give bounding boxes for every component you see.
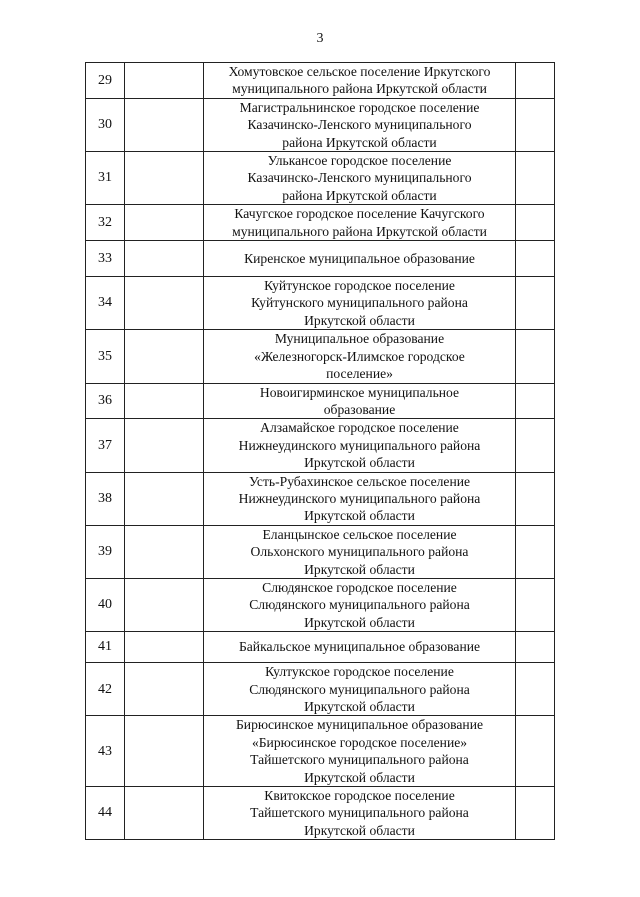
empty-cell [125,578,204,631]
table-body [86,63,555,840]
municipality-name-line: Иркутской области [304,769,415,785]
row-number: 31 [86,152,125,205]
table-row [86,152,555,205]
table-row [86,787,555,840]
empty-cell [516,716,555,787]
municipality-name [204,632,516,663]
row-number: 38 [86,472,125,525]
row-number: 33 [86,241,125,277]
municipality-name [204,152,516,205]
empty-cell [125,330,204,383]
municipality-name-line: Качугское городское поселение Качугского [234,206,485,222]
municipality-name-line: Нижнеудинского муниципального района [238,437,481,453]
municipality-name-line: Иркутской области [304,312,415,328]
municipality-name [204,578,516,631]
row-number: 41 [86,632,125,663]
row-number: 43 [86,716,125,787]
municipality-name-line: Култукское городское поселение [265,664,454,680]
empty-cell [125,383,204,419]
row-number: 40 [86,578,125,631]
row-number: 32 [86,205,125,241]
municipality-name [204,63,516,99]
municipality-name-line: Еланцынское сельское поселение [262,526,457,542]
municipality-name-line: Муниципальное образование [274,331,445,347]
municipality-name [204,525,516,578]
empty-cell [125,716,204,787]
table-row [86,277,555,330]
empty-cell [125,241,204,277]
row-number: 39 [86,525,125,578]
table-row [86,472,555,525]
row-number: 29 [86,63,125,99]
table-row [86,419,555,472]
municipality-name [204,663,516,716]
municipality-name-line: муниципального района Иркутской области [232,223,487,239]
empty-cell [125,205,204,241]
table-row [86,241,555,277]
table-row [86,383,555,419]
municipality-name-line: Слюдянского муниципального района [249,597,470,613]
municipality-name-line: Улькансое городское поселение [267,153,452,169]
municipality-name-line: Хомутовское сельское поселение Иркутского [228,64,491,79]
municipality-name-line: Нижнеудинского муниципального района [238,490,481,506]
empty-cell [516,787,555,840]
empty-cell [125,787,204,840]
row-number: 34 [86,277,125,330]
table-row [86,525,555,578]
municipality-name-line: Алзамайское городское поселение [260,420,459,436]
empty-cell [125,152,204,205]
municipality-name [204,383,516,419]
municipality-name-line: Тайшетского муниципального района [250,752,469,768]
empty-cell [125,632,204,663]
empty-cell [516,98,555,151]
municipality-name [204,787,516,840]
municipality-name-line: Слюдянского муниципального района [249,681,470,697]
municipality-name-line: Иркутской области [304,455,415,471]
row-number: 30 [86,98,125,151]
empty-cell [516,277,555,330]
empty-cell [516,63,555,99]
table-row [86,663,555,716]
municipality-name-line: Казачинско-Ленского муниципального [247,117,472,133]
table-row [86,63,555,99]
empty-cell [125,63,204,99]
municipality-name-line: «Железногорск-Илимское городское [254,348,465,364]
municipality-name-line: района Иркутской области [282,187,437,203]
row-number: 44 [86,787,125,840]
empty-cell [125,472,204,525]
page-number: 3 [316,31,324,46]
municipality-name-line: Куйтунское городское поселение [264,278,455,294]
municipality-name-line: Иркутской области [304,508,415,524]
municipality-name-line: поселение» [326,366,393,382]
empty-cell [516,330,555,383]
table-row [86,716,555,787]
municipality-name-line: района Иркутской области [282,134,437,150]
empty-cell [125,419,204,472]
table-row [86,205,555,241]
row-number: 35 [86,330,125,383]
municipality-name-line: Усть-Рубахинское сельское поселение [248,473,471,489]
municipality-name-line: «Бирюсинское городское поселение» [251,734,468,750]
municipality-name-line: Иркутской области [304,699,415,714]
empty-cell [516,383,555,419]
municipality-name-line: Слюдянское городское поселение [262,579,457,595]
municipality-name-line: Куйтунского муниципального района [251,295,468,311]
row-number: 37 [86,419,125,472]
municipality-name-line: Иркутской области [304,561,415,577]
empty-cell [125,98,204,151]
empty-cell [125,525,204,578]
municipality-name [204,98,516,151]
municipality-name-line: Бирюсинское муниципальное образование [235,717,484,733]
municipality-name-line: Казачинско-Ленского муниципального [247,170,472,186]
municipality-name [204,277,516,330]
municipality-name [204,205,516,241]
municipality-name [204,419,516,472]
municipality-name-line: образование [323,401,396,417]
table-row [86,330,555,383]
empty-cell [125,277,204,330]
empty-cell [516,152,555,205]
municipality-name-line: Квитокское городское поселение [264,788,455,804]
table-row [86,632,555,663]
municipality-name-line: Иркутской области [304,822,415,838]
municipality-name [204,716,516,787]
municipality-name-line: Байкальское муниципальное образование [238,639,481,655]
municipality-name [204,472,516,525]
municipalities-table [85,62,555,840]
table-row [86,578,555,631]
municipality-name-line: Магистральнинское городское поселение [239,99,480,115]
empty-cell [516,419,555,472]
empty-cell [516,578,555,631]
empty-cell [516,632,555,663]
empty-cell [516,663,555,716]
municipality-name-line: Киренское муниципальное образование [244,250,475,266]
municipality-name-line: Иркутской области [304,614,415,630]
row-number: 36 [86,383,125,419]
table-row [86,98,555,151]
empty-cell [516,472,555,525]
municipality-name-line: Ольхонского муниципального района [250,544,469,560]
empty-cell [516,205,555,241]
municipality-name-line: муниципального района Иркутской области [232,81,487,97]
empty-cell [125,663,204,716]
empty-cell [516,241,555,277]
row-number: 42 [86,663,125,716]
municipality-name [204,241,516,277]
empty-cell [516,525,555,578]
municipality-name [204,330,516,383]
municipality-name-line: Тайшетского муниципального района [250,805,469,821]
municipality-name-line: Новоигирминское муниципальное [259,384,460,400]
